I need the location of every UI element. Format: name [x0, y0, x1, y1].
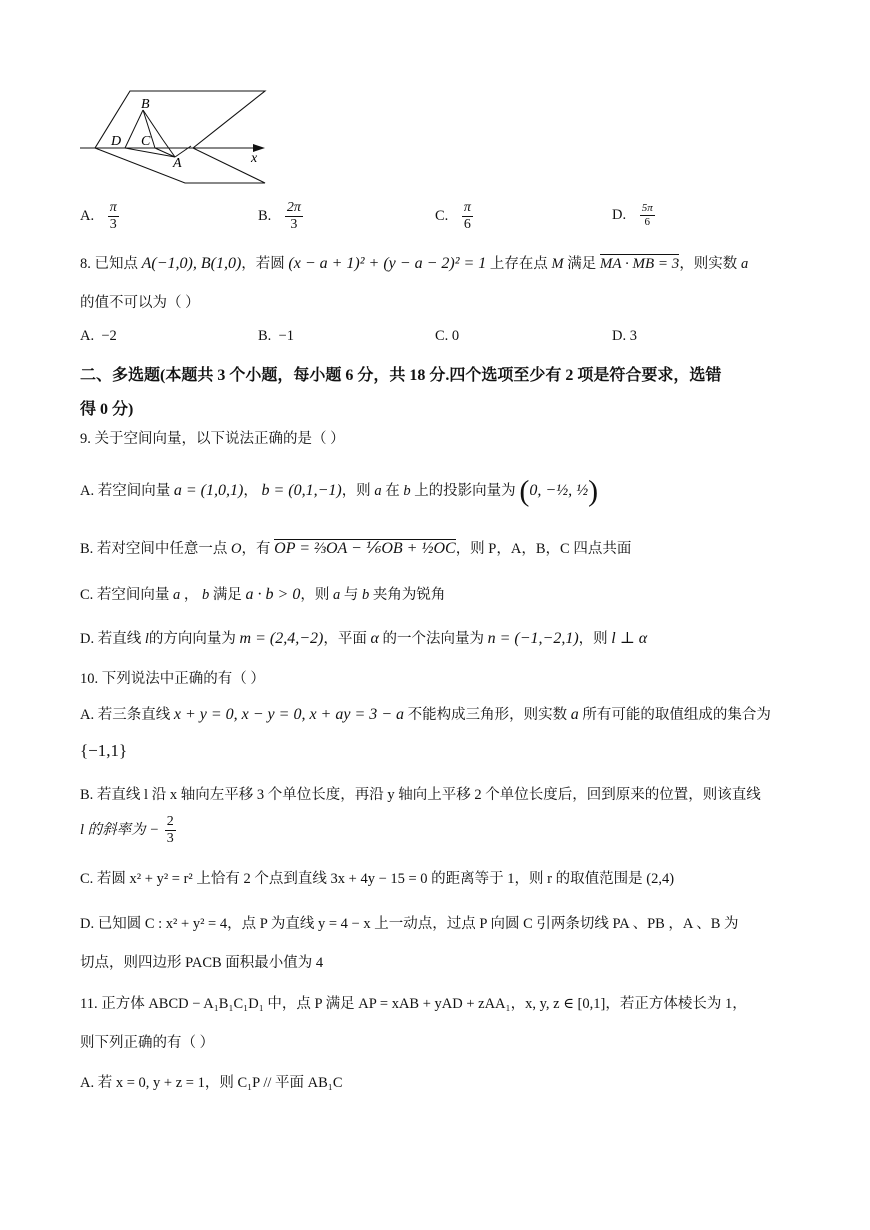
- q10-option-a-line2: {−1,1}: [80, 741, 128, 760]
- q11-line1: 11. 正方体 ABCD − A₁B₁C₁D₁ 中，点 P 满足 AP = xAB + yAD + zAA₁，x, y, z ∈ [0,1]，若正方体棱长为 1，: [80, 996, 747, 1012]
- q8-option-c: C. 0: [435, 328, 460, 344]
- q8-vector-condition: MA · MB = 3: [600, 253, 679, 275]
- q8-option-d: D. 3: [612, 328, 637, 344]
- q9-option-c: C. 若空间向量 a ， b 满足 a · b > 0，则 a 与 b 夹角为锐角: [80, 586, 446, 603]
- q7-option-d: D. $\frac{5\pi}{6}$: [612, 202, 653, 228]
- q10-option-a-line1: A. 若三条直线 x + y = 0, x − y = 0, x + ay = 3 − a 不能构成三角形，则实数 a 所有可能的取值组成的集合为: [80, 706, 771, 723]
- label-A: A: [173, 156, 182, 171]
- q10-option-d-line1: D. 已知圆 C : x² + y² = 4，点 P 为直线 y = 4 − x 上一动点，过点 P 向圆 C 引两条切线 PA 、PB ，A 、B 为: [80, 916, 739, 932]
- q10-option-b-line1: B. 若直线 l 沿 x 轴向左平移 3 个单位长度，再沿 y 轴向上平移 2 个单位长度后，回到原来的位置，则该直线: [80, 787, 761, 803]
- section2-heading-line1: 二、多选题(本题共 3 个小题，每小题 6 分，共 18 分.四个选项至少有 2 项是符合要求，选错: [80, 367, 722, 384]
- q9-option-b: B. 若对空间中任意一点 O，有 OP = ⅔OA − ⅙OB + ½OC，则 P，A，B，C 四点共面: [80, 538, 631, 560]
- q7-option-a: A. $\frac{\pi}{3}$: [80, 200, 117, 232]
- q7-option-b: B. $\frac{2\pi}{3}$: [258, 200, 301, 232]
- geometry-figure: [75, 88, 275, 188]
- q11-line2: 则下列正确的有（ ）: [80, 1035, 215, 1051]
- q10-option-d-line2: 切点，则四边形 PACB 面积最小值为 4: [80, 955, 324, 971]
- label-D: D: [111, 134, 122, 149]
- q11-option-a: A. 若 x = 0, y + z = 1，则 C₁P // 平面 AB₁C: [80, 1075, 343, 1091]
- q8-line2: 的值不可以为（ ）: [80, 295, 200, 311]
- label-x: x: [251, 151, 258, 166]
- q9-option-d: D. 若直线 l的方向向量为 m = (2,4,−2)，平面 α 的一个法向量为 n = (−1,−2,1)，则 l ⊥ α: [80, 630, 648, 647]
- q9-option-a: A. 若空间向量 a = (1,0,1)， b = (0,1,−1)，则 a 在 b 上的投影向量为 (0, −½, ½): [80, 474, 599, 508]
- q8-line1: 8. 已知点 A(−1,0), B(1,0)，若圆 (x − a + 1)² + (y − a − 2)² = 1 上存在点 M 满足 MA · MB = 3，则实数 a: [80, 253, 748, 275]
- q10-option-b-line2: l 的斜率为 − $\frac{2}{3}$: [80, 814, 174, 846]
- label-C: C: [141, 134, 151, 149]
- q7-option-c: C. $\frac{\pi}{6}$: [435, 200, 471, 232]
- q8-option-b: B. −1: [258, 328, 294, 344]
- q10-stem: 10. 下列说法中正确的有（ ）: [80, 671, 265, 687]
- label-B: B: [141, 97, 150, 112]
- q8-option-a: A. −2: [80, 328, 117, 344]
- q9-stem: 9. 关于空间向量，以下说法正确的是（ ）: [80, 431, 345, 447]
- q10-option-c: C. 若圆 x² + y² = r² 上恰有 2 个点到直线 3x + 4y − 15 = 0 的距离等于 1，则 r 的取值范围是 (2,4): [80, 871, 675, 887]
- section2-heading-line2: 得 0 分): [80, 401, 134, 418]
- q9-b-vector-equation: OP = ⅔OA − ⅙OB + ½OC: [274, 538, 456, 560]
